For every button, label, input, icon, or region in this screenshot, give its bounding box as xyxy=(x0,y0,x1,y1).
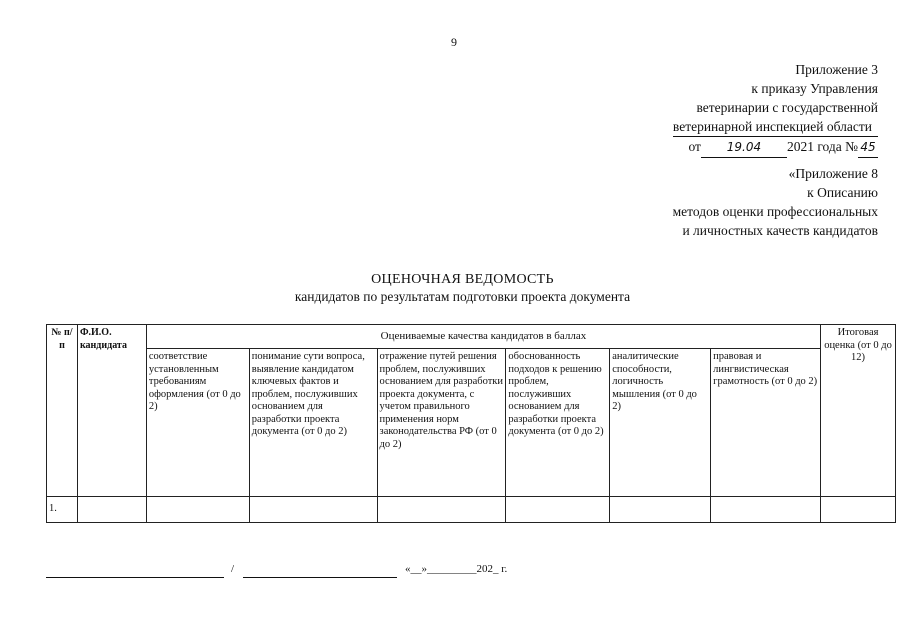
criterion-literacy: правовая и лингвистическая грамотность (от 0 до 2) xyxy=(711,349,821,497)
page-number: 9 xyxy=(451,35,457,49)
document-subtitle: кандидатов по результатам подготовки проекта документа xyxy=(294,289,631,304)
appendix-date-line xyxy=(673,137,878,158)
appendix-line: к приказу Управления xyxy=(751,81,878,96)
cell-fio[interactable] xyxy=(77,497,146,523)
criterion-justification: обоснованность подходов к решению проблем, послуживших основанием для разработки проекта документа (от 0 до 2) xyxy=(506,349,610,497)
cell-score[interactable] xyxy=(249,497,377,523)
row-number: 1. xyxy=(47,497,78,523)
column-header-total: Итоговая оценка (от 0 до 12) xyxy=(821,325,896,497)
appendix-line: ветеринарной инспекцией области xyxy=(673,117,878,137)
column-header-criteria-group: Оцениваемые качества кандидатов в баллах xyxy=(146,325,820,349)
appendix-ref-line: к Описанию xyxy=(807,185,878,200)
criterion-understanding: понимание сути вопроса, выявление кандидатом ключевых фактов и проблем, послуживших основанием для разработки проекта документа (от 0 до 2) xyxy=(249,349,377,497)
table-row xyxy=(47,497,896,523)
appendix-reference xyxy=(673,164,878,240)
date-prefix: от xyxy=(688,139,701,154)
signature-line xyxy=(46,577,224,578)
cell-score[interactable] xyxy=(506,497,610,523)
year-text: 2021 года № xyxy=(786,139,858,154)
evaluation-table xyxy=(46,324,896,523)
criterion-formatting: соответствие установленным требованиям оформления (от 0 до 2) xyxy=(146,349,249,497)
appendix-ref-line: и личностных качеств кандидатов xyxy=(682,223,878,238)
column-header-number: № п/п xyxy=(47,325,78,497)
appendix-header xyxy=(673,60,878,158)
handwritten-number: 45 xyxy=(860,140,876,154)
signature-date: «__»_________202_ г. xyxy=(405,563,508,575)
appendix-ref-line: «Приложение 8 xyxy=(788,166,878,181)
column-header-fio: Ф.И.О. кандидата xyxy=(77,325,146,497)
appendix-line: ветеринарии с государственной xyxy=(696,100,878,115)
criterion-analytical: аналитические способности, логичность мышления (от 0 до 2) xyxy=(610,349,711,497)
handwritten-date: 19.04 xyxy=(726,140,762,154)
cell-score[interactable] xyxy=(610,497,711,523)
cell-total[interactable] xyxy=(821,497,896,523)
cell-score[interactable] xyxy=(146,497,249,523)
cell-score[interactable] xyxy=(711,497,821,523)
appendix-title: Приложение 3 xyxy=(795,62,878,77)
criterion-solutions: отражение путей решения проблем, послуживших основанием для разработки проекта документа, с учетом правильного применения норм законодательства РФ (от 0 до 2) xyxy=(377,349,506,497)
signature-slash: / xyxy=(231,563,235,575)
document-title: ОЦЕНОЧНАЯ ВЕДОМОСТЬ xyxy=(371,272,554,287)
cell-score[interactable] xyxy=(377,497,506,523)
appendix-ref-line: методов оценки профессиональных xyxy=(672,204,878,219)
name-line xyxy=(243,577,397,578)
